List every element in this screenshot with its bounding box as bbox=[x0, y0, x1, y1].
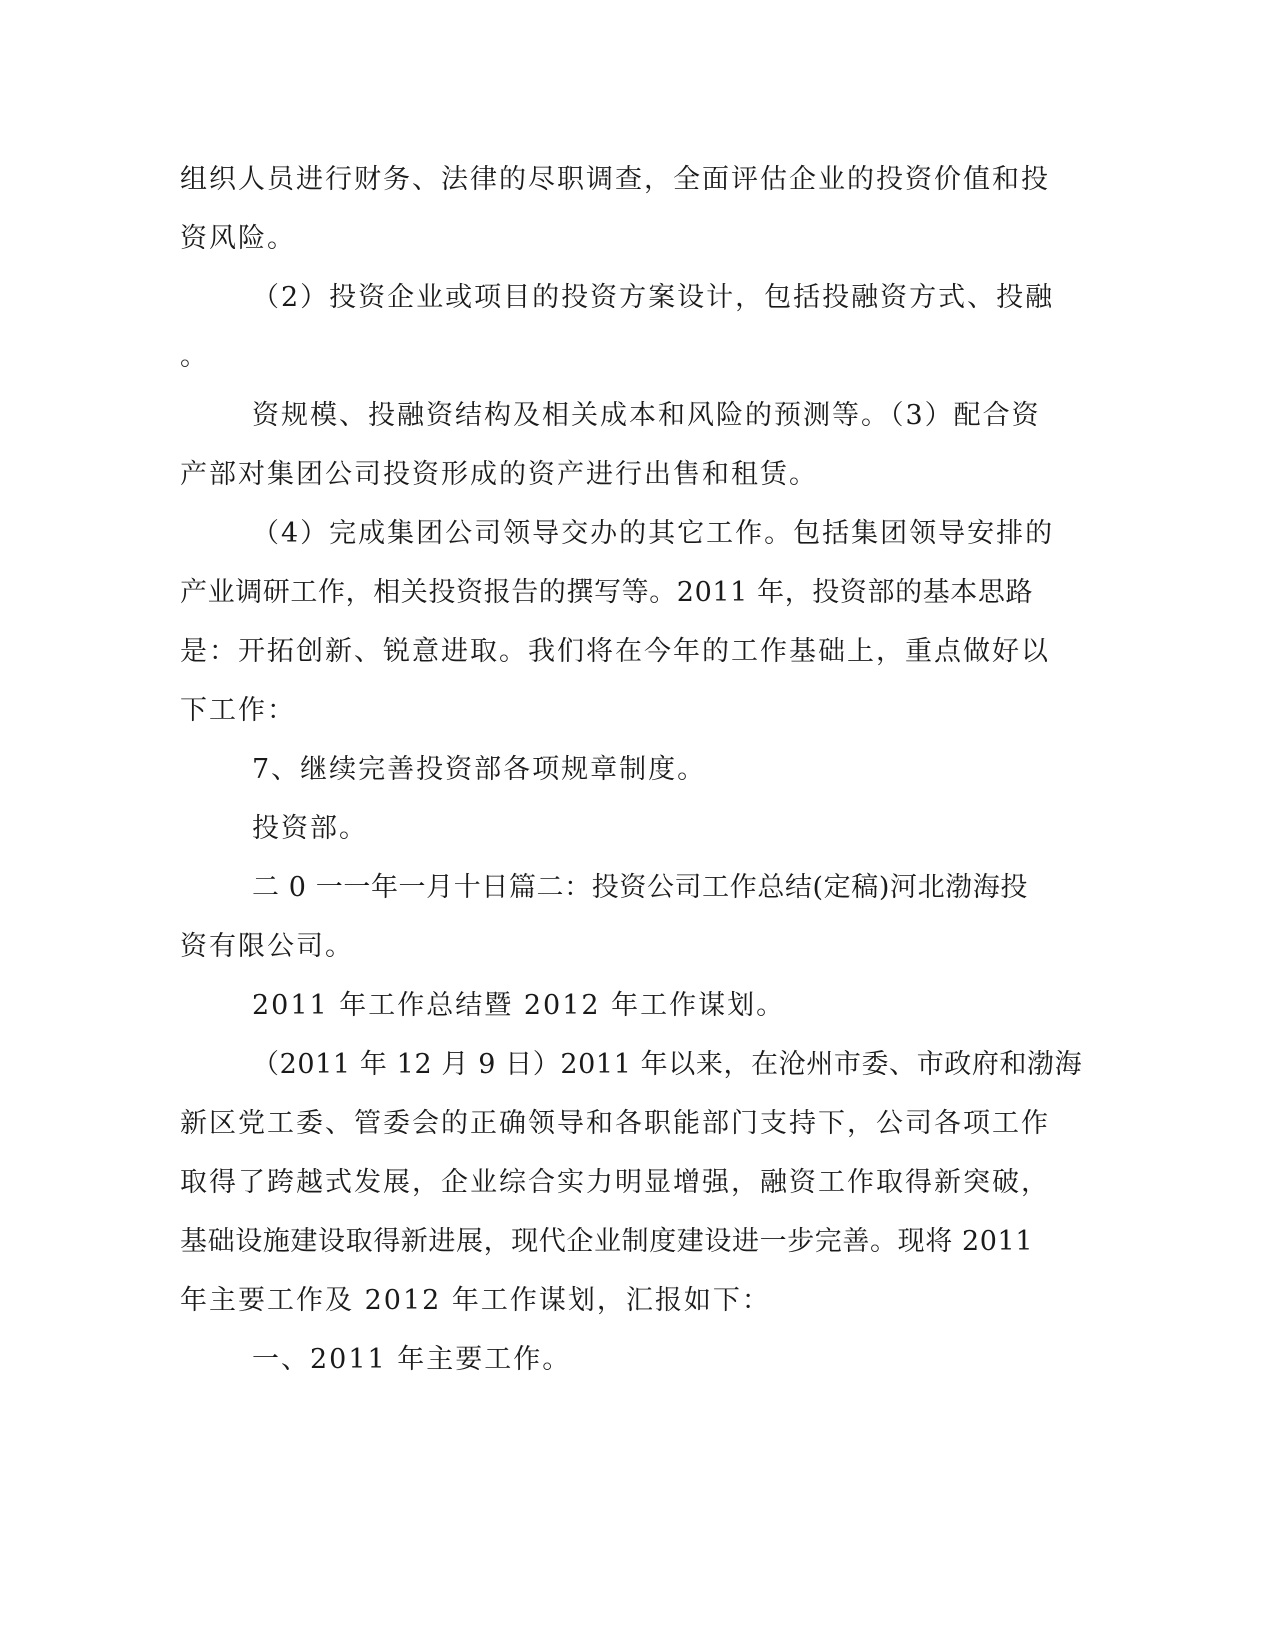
body-text-line: 下工作： bbox=[180, 695, 296, 726]
body-text-line: 组织人员进行财务、法律的尽职调查，全面评估企业的投资价值和投 bbox=[180, 164, 1050, 195]
body-text-line: 取得了跨越式发展，企业综合实力明显增强，融资工作取得新突破， bbox=[180, 1167, 1050, 1198]
body-text-line: 产部对集团公司投资形成的资产进行出售和租赁。 bbox=[180, 459, 818, 490]
body-text-line: 资有限公司。 bbox=[180, 931, 354, 962]
body-text-line: 年主要工作及 2012 年工作谋划，汇报如下： bbox=[180, 1285, 771, 1316]
section-heading: 一、2011 年主要工作。 bbox=[252, 1344, 572, 1375]
body-text-line: （2011 年 12 月 9 日）2011 年以来，在沧州市委、市政府和渤海 bbox=[252, 1049, 1083, 1080]
body-text-line: （4）完成集团公司领导交办的其它工作。包括集团领导安排的 bbox=[252, 518, 1055, 549]
body-text-line: 投资部。 bbox=[252, 813, 368, 844]
body-text-line: 7、继续完善投资部各项规章制度。 bbox=[252, 754, 707, 785]
body-text-line: 是：开拓创新、锐意进取。我们将在今年的工作基础上，重点做好以 bbox=[180, 636, 1050, 667]
body-text-line: 资风险。 bbox=[180, 223, 296, 254]
body-text-line: （2）投资企业或项目的投资方案设计，包括投融资方式、投融 bbox=[252, 282, 1055, 313]
body-text-line: 。 bbox=[180, 341, 209, 372]
body-text-line: 新区党工委、管委会的正确领导和各职能部门支持下，公司各项工作 bbox=[180, 1108, 1050, 1139]
body-text-line: 二 0 一一年一月十日篇二：投资公司工作总结(定稿)河北渤海投 bbox=[252, 872, 1029, 903]
body-text-line: 基础设施建设取得新进展，现代企业制度建设进一步完善。现将 2011 bbox=[180, 1226, 1034, 1257]
body-text-line: 产业调研工作，相关投资报告的撰写等。2011 年，投资部的基本思路 bbox=[180, 577, 1034, 608]
body-text-line: 资规模、投融资结构及相关成本和风险的预测等。（3）配合资 bbox=[252, 400, 1041, 431]
body-text-line: 2011 年工作总结暨 2012 年工作谋划。 bbox=[252, 990, 786, 1021]
